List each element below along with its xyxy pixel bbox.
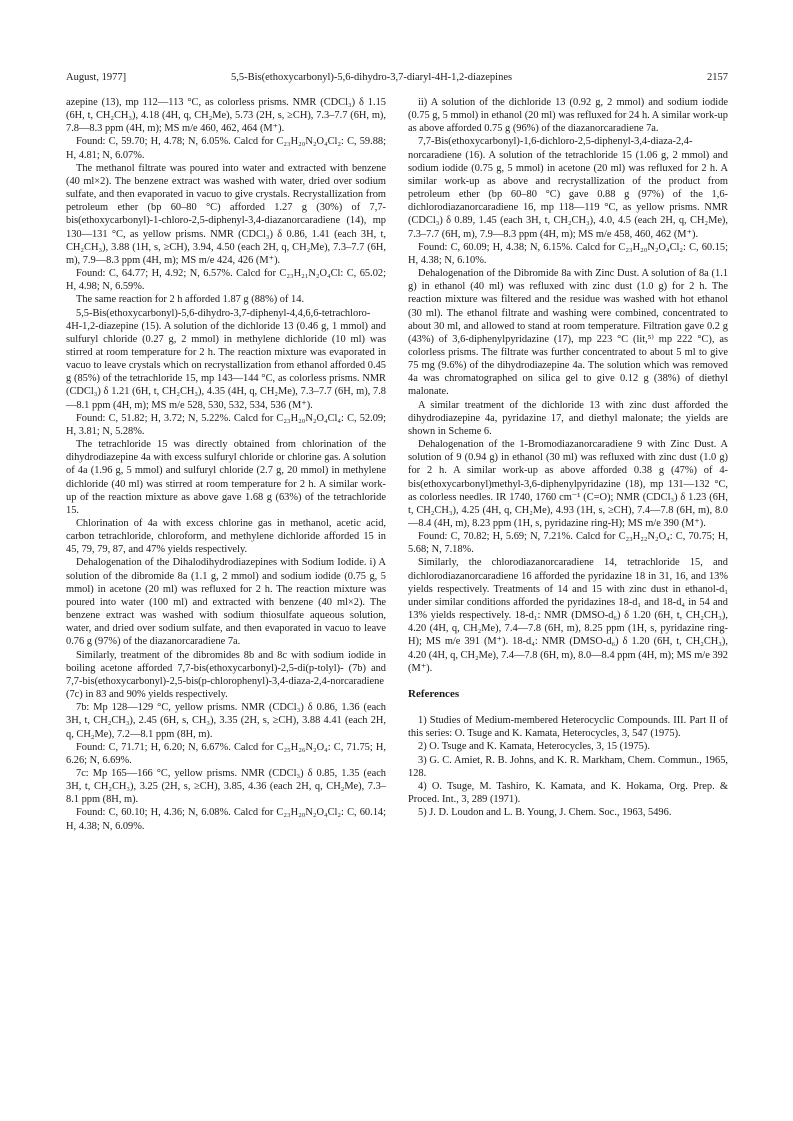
paragraph: Dehalogenation of the 1-Bromodiazanorcaradiene 9 with Zinc Dust. A solution of 9 (0.94 g) in ethanol (30 ml) was refluxed with zinc dust (1.0 g) for 2 h. A similar work-up as above afforded 0.38 g (47%) of 4-bis(ethoxycarbonyl)methyl-3,6-diphenylpyridazine (18), mp 131—132 °C, as colorless needles. IR 1740, 1760 cm⁻¹ (C=O); NMR (CDCl₃) δ 1.23 (6H, t, CH₂CH₃), 4.25 (4H, q, CH₂Me), 4.93 (1H, s, ≥CH), 7.4—7.8 (6H, m), 8.0—8.4 (4H, m), 8.23 ppm (1H, s, pyridazine ring-H); MS m/e 390 (M⁺). <box>408 439 728 529</box>
paragraph: Found: C, 59.70; H, 4.78; N, 6.05%. Calcd for C₂₃H₂₀N₂O₄Cl₂: C, 59.88; H, 4.81; N, 6.07%. <box>66 136 386 161</box>
paragraph: Found: C, 64.77; H, 4.92; N, 6.57%. Calcd for C₂₃H₂₁N₂O₄Cl: C, 65.02; H, 4.98; N, 6.59%. <box>66 268 386 293</box>
paragraph: 7b: Mp 128—129 °C, yellow prisms. NMR (CDCl₃) δ 0.86, 1.36 (each 3H, t, CH₂CH₃), 2.45 (6H, s, CH₃), 3.35 (2H, s, ≥CH), 3.88 4.41 (each 2H, q, CH₂Me), 7.2—8.1 ppm (8H, m). <box>66 702 386 740</box>
paragraph: Found: C, 51.82; H, 3.72; N, 5.22%. Calcd for C₂₃H₂₀N₂O₄Cl₄: C, 52.09; H, 3.81; N, 5.28%. <box>66 412 386 437</box>
paragraph: 5,5-Bis(ethoxycarbonyl)-5,6-dihydro-3,7-diphenyl-4,4,6,6-tetrachloro-4H-1,2-diazepine (15). A solution of the dichloride 13 (0.46 g, 1 mmol) and sulfuryl chloride (0.27 g, 2 mmol) in methylene dichloride (10 ml) was stirred at room temperature for 2 h. The reaction mixture was evaporated in vacuo to leave crystals which on recrystallization from ethanol afforded 0.45 g (85%) of the tetrachloride 15, mp 143—144 °C, as colorless prisms. NMR (CDCl₃) δ 1.21 (6H, t, CH₂CH₃), 4.35 (4H, q, CH₂Me), 7.3–7.7 (6H, m), 7.8—8.1 ppm (4H, m); MS m/e 528, 530, 532, 534, 536 (M⁺). <box>66 307 386 411</box>
paragraph: Found: C, 70.82; H, 5.69; N, 7.21%. Calcd for C₂₃H₂₂N₂O₄: C, 70.75; H, 5.68; N, 7.18%. <box>408 531 728 556</box>
paragraph: Similarly, the chlorodiazanorcaradiene 14, tetrachloride 15, and dichlorodiazanorcaradiene 16 afforded the pyridazine 18 in 31, 16, and 13% yields respectively. Treatments of 14 and 15 with zinc dust in ethanol-d₁ under similar conditions afforded the pyridazines 18-d₁ and 18-d₄ in 54 and 13% yields respectively. 18-d₁: NMR (DMSO-d₆) δ 1.20 (6H, t, CH₂CH₃), 4.20 (4H, q, CH₂Me), 7.4—7.8 (6H, m), 8.25 ppm (1H, s, pyridazine ring-H); MS m/e 391 (M⁺). 18-d₄: NMR (DMSO-d₆) δ 1.20 (6H, t, CH₂CH₃), 4.20 (4H, q, CH₂Me), 7.4—7.8 (6H, m), 8.0—8.4 ppm (4H, m); MS m/e 392 (M⁺). <box>408 557 728 674</box>
reference-item: 2) O. Tsuge and K. Kamata, Heterocycles, 3, 15 (1975). <box>418 741 650 753</box>
reference-item: 4) O. Tsuge, M. Tashiro, K. Kamata, and K. Hokama, Org. Prep. & Proced. Int., 3, 289 (1971). <box>408 780 728 805</box>
reference-item: 5) J. D. Loudon and L. B. Young, J. Chem. Soc., 1963, 5496. <box>418 807 672 819</box>
header-title: 5,5-Bis(ethoxycarbonyl)-5,6-dihydro-3,7-diaryl-4H-1,2-diazepines <box>231 72 513 83</box>
paragraph: The tetrachloride 15 was directly obtained from chlorination of the dihydrodiazepine 4a with excess sulfuryl chloride or chlorine gas. A solution of 4a (1.96 g, 5 mmol) and sulfuryl chloride (2.7 g, 20 mmol) in methylene dichloride (40 ml) was stirred at room temperature for 2 h. A similar work-up of the reaction mixture as above gave 1.68 g (63%) of the tetrachloride 15. <box>66 439 386 516</box>
paragraph: Found: C, 60.10; H, 4.36; N, 6.08%. Calcd for C₂₃H₂₀N₂O₄Cl₂: C, 60.14; H, 4.38; N, 6.09%. <box>66 807 386 832</box>
left-column <box>66 96 386 833</box>
references-heading: References <box>408 687 460 700</box>
right-column <box>408 96 728 819</box>
paragraph: A similar treatment of the dichloride 13 with zinc dust afforded the dihydrodiazepine 4a, pyridazine 17, and diethyl malonate; the yields are shown in Scheme 6. <box>408 399 728 437</box>
reference-item: 1) Studies of Medium-membered Heterocyclic Compounds. III. Part II of this series: O. Tsuge and K. Kamata, Heterocycles, 3, 547 (1975). <box>408 715 728 740</box>
paragraph: Dehalogenation of the Dihalodihydrodiazepines with Sodium Iodide. i) A solution of the dibromide 8a (1.1 g, 2 mmol) and sodium iodide (0.75 g, 5 mmol) in acetone (20 ml) was refluxed for 2 h. The reaction mixture was poured into water (100 ml) and extracted with benzene (40 ml×2). The benzene extract was washed with sodium thiosulfate aqueous solution, water, and dried over sodium sulfate, and then evaporated in vacuo to leave 0.76 g (97%) of the diazanorcaradiene 7a. <box>66 557 386 648</box>
paragraph: Found: C, 71.71; H, 6.20; N, 6.67%. Calcd for C₂₅H₂₆N₂O₄: C, 71.75; H, 6.26; N, 6.69%. <box>66 741 386 766</box>
paragraph: azepine (13), mp 112—113 °C, as colorless prisms. NMR (CDCl₃) δ 1.15 (6H, t, CH₂CH₃), 4.18 (4H, q, CH₂Me), 5.73 (2H, s, ≥CH), 7.3–7.7 (6H, m), 7.8—8.3 ppm (4H, m); MS m/e 460, 462, 464 (M⁺). <box>66 97 386 135</box>
header-date: August, 1977] <box>66 72 127 83</box>
paragraph: The same reaction for 2 h afforded 1.87 g (88%) of 14. <box>76 294 305 306</box>
paragraph: ii) A solution of the dichloride 13 (0.92 g, 2 mmol) and sodium iodide (0.75 g, 5 mmol) in ethanol (20 ml) was refluxed for 24 h. A similar work-up as above afforded 0.75 g (96%) of the diazanorcaradiene 7a. <box>408 97 728 135</box>
running-header <box>66 72 728 88</box>
paragraph: 7c: Mp 165—166 °C, yellow prisms. NMR (CDCl₃) δ 0.85, 1.35 (each 3H, t, CH₂CH₃), 3.25 (2H, s, ≥CH), 3.85, 4.36 (each 2H, q, CH₂Me), 7.3–8.1 ppm (8H, m). <box>66 767 386 806</box>
paragraph: Dehalogenation of the Dibromide 8a with Zinc Dust. A solution of 8a (1.1 g) in ethanol (40 ml) was refluxed with zinc dust (1.0 g) for 2 h. The reaction mixture was filtered and the residue was washed with hot ethanol (30 ml). The ethanol filtrate and washing were combined, concentrated to about 30 ml, and allowed to stand at room temperature. Filtration gave 0.2 g (43%) of 3,6-diphenylpyridazine (17), mp 223 °C (lit,⁵⁾ mp 222 °C), as colorless prisms. The filtrate was further concentrated to about 5 ml to give 75 mg (9.6%) of the dihydrodiazepine 4a. The solution which was removed 4a was chromatographed on silica gel to give 0.12 g (38%) of diethyl malonate. <box>408 268 728 398</box>
reference-item: 3) G. C. Amiet, R. B. Johns, and K. R. Markham, Chem. Commun., 1965, 128. <box>408 754 728 779</box>
page-number: 2157 <box>707 72 728 83</box>
paragraph: Similarly, treatment of the dibromides 8b and 8c with sodium iodide in boiling acetone afforded 7,7-bis(ethoxycarbonyl)-2,5-di(p-tolyl)- (7b) and 7,7-bis(ethoxycarbonyl)-2,5-bis(p-chlorophenyl)-3,4-diaza-2,4-norcaradiene (7c) in 83 and 90% yields respectively. <box>66 649 386 701</box>
paragraph: 7,7-Bis(ethoxycarbonyl)-1,6-dichloro-2,5-diphenyl-3,4-diaza-2,4-norcaradiene (16). A solution of the tetrachloride 15 (1.06 g, 2 mmol) and sodium iodide (0.75 g, 5 mmol) in acetone (20 ml) was refluxed for 2 h. A similar work-up as above and recrystallization of the product from petroleum ether (bp 60–80 °C) gave 0.88 g (97%) of the 1,6-dichlorodiazanorcaradiene 16, mp 118—119 °C, as yellow prisms. NMR (CDCl₃) δ 0.89, 1.45 (each 3H, t, CH₂CH₃), 4.0, 4.5 (each 2H, q, CH₂Me), 7.3–7.7 (6H, m), 7.9—8.3 ppm (4H, m); MS m/e 458, 460, 462 (M⁺). <box>408 136 728 240</box>
paragraph: The methanol filtrate was poured into water and extracted with benzene (40 ml×2). The benzene extract was washed with water, dried over sodium sulfate, and then evaporated in vacuo to give crystals. Recrystallization from petroleum ether (bp 60–80 °C) afforded 1.27 g (30%) of 7,7-bis(ethoxycarbonyl)-1-chloro-2,5-diphenyl-3,4-diazanorcaradiene (14), mp 130—131 °C, as yellow prisms. NMR (CDCl₃) δ 0.86, 1.41 (each 3H, t, CH₂CH₃), 3.88 (1H, s, ≥CH), 3.94, 4.50 (each 2H, q, CH₂Me), 7.3–7.7 (6H, m), 7.9—8.3 ppm (4H, m); MS m/e 424, 426 (M⁺). <box>66 162 386 266</box>
paragraph: Found: C, 60.09; H, 4.38; N, 6.15%. Calcd for C₂₃H₂₀N₂O₄Cl₂: C, 60.15; H, 4.38; N, 6.10%. <box>408 241 728 266</box>
paragraph: Chlorination of 4a with excess chlorine gas in methanol, acetic acid, carbon tetrachloride, chloroform, and methylene dichloride afforded 15 in 45, 79, 79, 87, and 47% yields respectively. <box>66 518 386 556</box>
